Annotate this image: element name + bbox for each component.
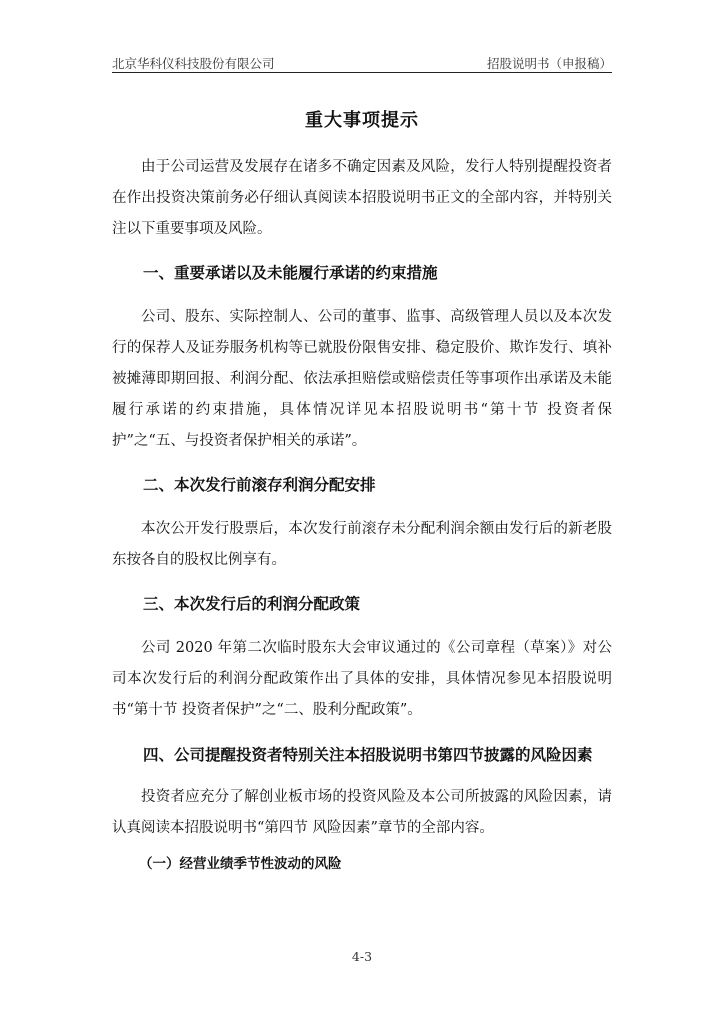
section-body-4: 投资者应充分了解创业板市场的投资风险及本公司所披露的风险因素，请认真阅读本招股说明书“第四节 风险因素”章节的全部内容。 [112,789,612,836]
section-heading-2: 二、本次发行前滚存利润分配安排 [143,476,376,494]
section-heading-4: 四、公司提醒投资者特别关注本招股说明书第四节披露的风险因素 [143,746,593,764]
page-content [112,100,612,878]
section-body-2: 本次公开发行股票后，本次发行前滚存未分配利润余额由发行后的新老股东按各自的股权比例享有。 [112,521,612,568]
page-title: 重大事项提示 [305,110,419,131]
section-body-3: 公司 2020 年第二次临时股东大会审议通过的《公司章程（草案）》对公司本次发行后的利润分配政策作出了具体的安排，具体情况参见本招股说明书“第十节 投资者保护”之“二、股利分配政策”。 [112,640,612,718]
header-rule [112,72,612,73]
page-header [112,52,612,72]
section-body-1: 公司、股东、实际控制人、公司的董事、监事、高级管理人员以及本次发行的保荐人及证券服务机构等已就股份限售安排、稳定股价、欺诈发行、填补被摊薄即期回报、利润分配、依法承担赔偿或赔偿责任等事项作出承诺及未能履行承诺的约束措施，具体情况详见本招股说明书“第十节 投资者保护”之“五、与投资者保护相关的承诺”。 [112,309,612,449]
subsection-heading: （一）经营业绩季节性波动的风险 [139,856,342,872]
section-heading-3: 三、本次发行后的利润分配政策 [143,595,361,613]
intro-paragraph: 由于公司运营及发展存在诸多不确定因素及风险，发行人特别提醒投资者在作出投资决策前务必仔细认真阅读本招股说明书正文的全部内容，并特别关注以下重要事项及风险。 [112,159,612,237]
page-number: 4-3 [351,949,373,964]
header-document-type: 招股说明书（申报稿） [486,56,612,71]
section-heading-1: 一、重要承诺以及未能履行承诺的约束措施 [143,264,438,282]
header-company-name: 北京华科仪科技股份有限公司 [112,56,275,71]
